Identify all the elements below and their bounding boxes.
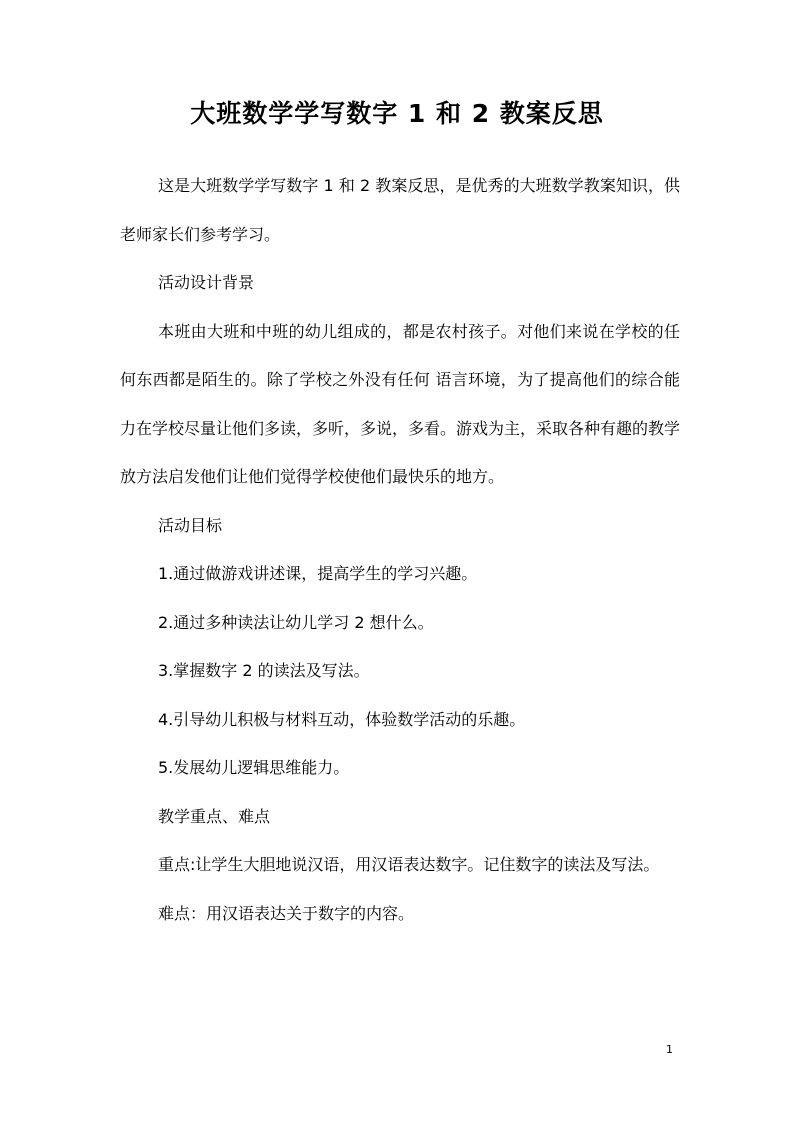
document-title: 大班数学学写数字 1 和 2 教案反思 — [190, 99, 604, 128]
goal-item: 1.通过做游戏讲述课，提高学生的学习兴趣。 — [158, 564, 478, 583]
section-heading-goals: 活动目标 — [158, 515, 223, 535]
goal-item: 4.引导幼儿积极与材料互动，体验数学活动的乐趣。 — [158, 709, 526, 729]
intro-paragraph: 这是大班数学学写数字 1 和 2 教案反思，是优秀的大班数学教案知识，供老师家长们参考学习。 — [120, 176, 680, 244]
page-number: 1 — [666, 1043, 673, 1056]
section-heading-background: 活动设计背景 — [158, 273, 255, 292]
section-heading-key-points: 教学重点、难点 — [158, 806, 271, 826]
goal-item: 3.掌握数字 2 的读法及写法。 — [158, 661, 370, 680]
difficult-point-paragraph: 难点：用汉语表达关于数字的内容。 — [158, 903, 415, 923]
document-body — [120, 162, 680, 938]
background-paragraph: 本班由大班和中班的幼儿组成的，都是农村孩子。对他们来说在学校的任何东西都是陌生的。除了学校之外没有任何 语言环境，为了提高他们的综合能力在学校尽量让他们多读，多听，多说，多看。游戏为主，采取各种有趣的教学放方法启发他们让他们觉得学校使他们最快乐的地方。 — [120, 321, 681, 486]
key-point-paragraph: 重点:让学生大胆地说汉语，用汉语表达数字。记住数字的读法及写法。 — [158, 855, 660, 874]
goal-item: 2.通过多种读法让幼儿学习 2 想什么。 — [158, 612, 434, 632]
goal-item: 5.发展幼儿逻辑思维能力。 — [158, 758, 350, 777]
